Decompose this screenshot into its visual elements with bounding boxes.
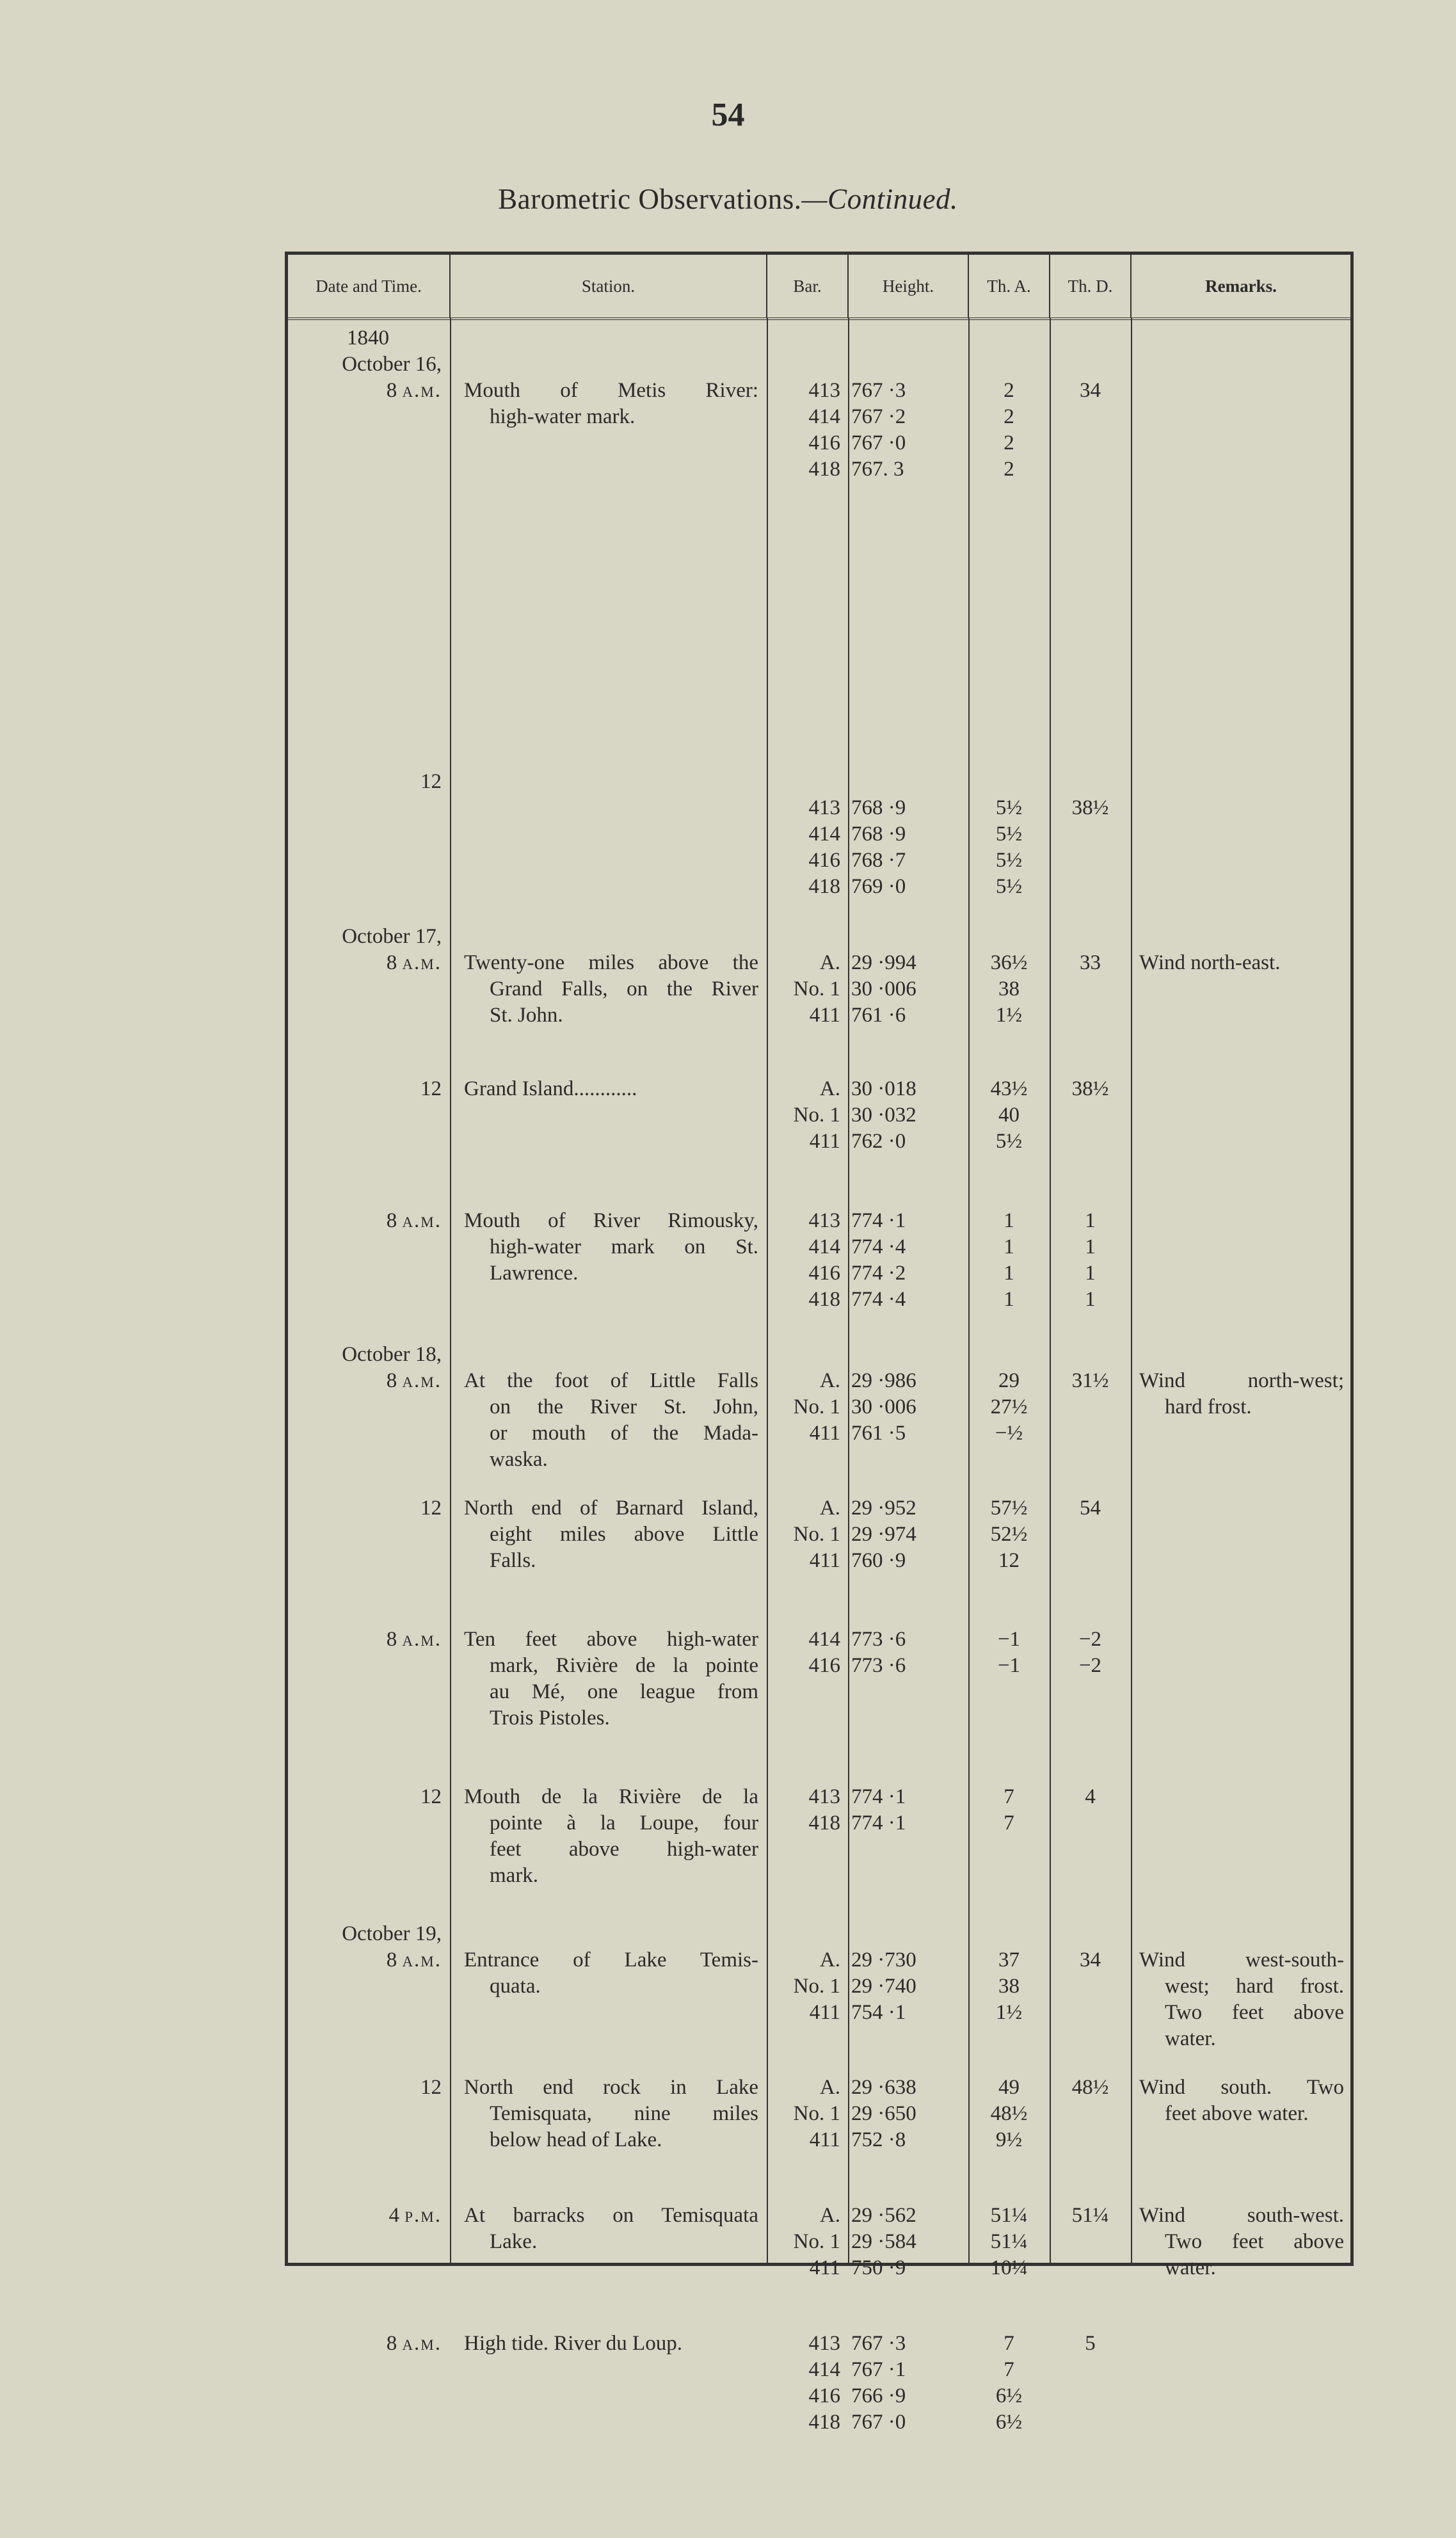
station-line: Twenty-one miles above the xyxy=(464,951,758,974)
bar-value: No. 1 xyxy=(793,2102,840,2125)
bar-value: 414 xyxy=(808,2358,840,2381)
bar-value: 418 xyxy=(808,458,840,481)
station-line: Lake. xyxy=(490,2230,538,2253)
station-line: au Mé, one league from xyxy=(490,1680,758,1703)
th-a-value: 12 xyxy=(998,1549,1020,1572)
date-line: 8 a.m. xyxy=(386,1209,442,1232)
height-value: 773 ·6 xyxy=(851,1654,906,1677)
th-a-value: 1½ xyxy=(995,2001,1023,2024)
bar-value: No. 1 xyxy=(793,2230,840,2253)
header-th-d: Th. D. xyxy=(1050,255,1131,319)
height-value: 767 ·0 xyxy=(851,2411,906,2434)
bar-value: 413 xyxy=(808,379,840,402)
th-d-value: 48½ xyxy=(1071,2076,1109,2099)
station-line: At barracks on Temisquata xyxy=(464,2204,758,2227)
height-value: 750 ·9 xyxy=(851,2256,906,2279)
date-line: 12 xyxy=(420,1077,442,1100)
remark-line: water. xyxy=(1165,2256,1216,2279)
date-line: 8 a.m. xyxy=(386,379,442,402)
height-value: 29 ·952 xyxy=(851,1497,916,1520)
th-a-value: 7 xyxy=(1004,2332,1014,2355)
height-value: 774 ·1 xyxy=(851,1785,906,1808)
bar-value: 411 xyxy=(809,1422,840,1445)
station-line: Mouth of Metis River: xyxy=(464,379,758,402)
bar-value: 416 xyxy=(808,849,840,872)
bar-value: A. xyxy=(819,951,840,974)
station-line: feet above high-water xyxy=(490,1838,758,1861)
bar-value: 411 xyxy=(809,2128,840,2151)
height-value: 767 ·2 xyxy=(851,405,906,428)
station-line: Grand Island............ xyxy=(464,1077,637,1100)
th-d-value: −2 xyxy=(1078,1628,1102,1651)
station-line: High tide. River du Loup. xyxy=(464,2332,682,2355)
th-a-value: 2 xyxy=(1004,405,1014,428)
bar-value: 413 xyxy=(808,2332,840,2355)
remark-line: Wind south. Two xyxy=(1139,2076,1344,2099)
date-line: October 16, xyxy=(342,353,442,376)
th-a-value: −½ xyxy=(995,1422,1023,1445)
station-line: waska. xyxy=(490,1448,548,1471)
date-line: 12 xyxy=(420,1785,442,1808)
th-a-value: 51¼ xyxy=(990,2230,1028,2253)
date-line: 12 xyxy=(420,2076,442,2099)
th-a-value: 7 xyxy=(1004,1811,1014,1835)
bar-value: 418 xyxy=(808,2411,840,2434)
th-a-value: −1 xyxy=(997,1654,1021,1677)
header-remarks: Remarks. xyxy=(1131,255,1350,319)
header-station: Station. xyxy=(450,255,767,319)
th-a-value: 57½ xyxy=(990,1497,1028,1520)
height-value: 774 ·2 xyxy=(851,1262,906,1285)
remark-line: water. xyxy=(1165,2027,1216,2050)
column-rule xyxy=(450,317,451,2263)
bar-value: 411 xyxy=(809,1130,840,1153)
th-a-value: 10¼ xyxy=(990,2256,1028,2279)
th-d-value: 1 xyxy=(1085,1262,1096,1285)
station-line: North end of Barnard Island, xyxy=(464,1497,758,1520)
date-line: 12 xyxy=(420,770,442,793)
date-line: October 18, xyxy=(342,1343,442,1366)
station-line: or mouth of the Mada- xyxy=(490,1422,758,1445)
height-value: 29 ·638 xyxy=(851,2076,916,2099)
bar-value: 416 xyxy=(808,1262,840,1285)
height-value: 30 ·018 xyxy=(851,1077,916,1100)
column-rule xyxy=(1131,317,1132,2263)
remark-line: Wind south-west. xyxy=(1139,2204,1344,2227)
height-value: 767 ·0 xyxy=(851,431,906,454)
th-a-value: 5½ xyxy=(995,1130,1023,1153)
th-d-value: 4 xyxy=(1085,1785,1096,1808)
th-d-value: 1 xyxy=(1085,1209,1096,1232)
bar-value: 414 xyxy=(808,405,840,428)
station-line: Mouth de la Rivière de la xyxy=(464,1785,758,1808)
th-a-value: −1 xyxy=(997,1628,1021,1651)
date-line: October 19, xyxy=(342,1922,442,1945)
th-d-value: 34 xyxy=(1080,379,1101,402)
header-bar: Bar. xyxy=(767,255,848,319)
height-value: 768 ·7 xyxy=(851,849,906,872)
height-value: 767 ·3 xyxy=(851,379,906,402)
bar-value: 418 xyxy=(808,1811,840,1835)
bar-value: No. 1 xyxy=(793,1523,840,1546)
height-value: 774 ·4 xyxy=(851,1288,906,1311)
th-a-value: 27½ xyxy=(990,1395,1028,1418)
bar-value: A. xyxy=(819,2204,840,2227)
station-line: Ten feet above high-water xyxy=(464,1628,758,1651)
bar-value: 413 xyxy=(808,796,840,819)
th-a-value: 6½ xyxy=(995,2384,1023,2407)
th-d-value: −2 xyxy=(1078,1654,1102,1677)
station-line: high-water mark. xyxy=(490,405,636,428)
th-a-value: 5½ xyxy=(995,796,1023,819)
bar-value: No. 1 xyxy=(793,1104,840,1127)
th-d-value: 51¼ xyxy=(1071,2204,1109,2227)
height-value: 29 ·650 xyxy=(851,2102,916,2125)
height-value: 30 ·006 xyxy=(851,1395,916,1418)
height-value: 29 ·730 xyxy=(851,1948,916,1972)
height-value: 767. 3 xyxy=(851,458,904,481)
bar-value: No. 1 xyxy=(793,977,840,1000)
bar-value: A. xyxy=(819,1369,840,1392)
station-line: mark, Rivière de la pointe xyxy=(490,1654,758,1677)
bar-value: 414 xyxy=(808,1628,840,1651)
bar-value: 413 xyxy=(808,1209,840,1232)
th-a-value: 52½ xyxy=(990,1523,1028,1546)
bar-value: No. 1 xyxy=(793,1395,840,1418)
th-a-value: 1 xyxy=(1004,1209,1014,1232)
th-d-value: 1 xyxy=(1085,1288,1096,1311)
bar-value: 416 xyxy=(808,431,840,454)
date-line: 4 p.m. xyxy=(388,2204,442,2227)
th-a-value: 38 xyxy=(998,977,1020,1000)
station-line: Mouth of River Rimousky, xyxy=(464,1209,758,1232)
th-a-value: 1 xyxy=(1004,1288,1014,1311)
height-value: 766 ·9 xyxy=(851,2384,906,2407)
th-a-value: 38 xyxy=(998,1975,1020,1998)
bar-value: 416 xyxy=(808,1654,840,1677)
remark-line: west; hard frost. xyxy=(1165,1975,1344,1998)
th-d-value: 1 xyxy=(1085,1235,1096,1258)
station-line: Falls. xyxy=(490,1549,536,1572)
header-date: Date and Time. xyxy=(288,255,450,319)
bar-value: 411 xyxy=(809,1004,840,1027)
height-value: 29 ·974 xyxy=(851,1523,916,1546)
column-rule xyxy=(848,317,849,2263)
remark-line: Wind north-east. xyxy=(1139,951,1281,974)
remark-line: Two feet above xyxy=(1165,2001,1344,2024)
height-value: 761 ·6 xyxy=(851,1004,906,1027)
bar-value: 413 xyxy=(808,1785,840,1808)
th-a-value: 6½ xyxy=(995,2411,1023,2434)
date-line: 8 a.m. xyxy=(386,2332,442,2355)
th-d-value: 33 xyxy=(1080,951,1101,974)
th-d-value: 38½ xyxy=(1071,796,1109,819)
th-a-value: 2 xyxy=(1004,458,1014,481)
station-line: At the foot of Little Falls xyxy=(464,1369,758,1392)
remark-line: Two feet above xyxy=(1165,2230,1344,2253)
station-line: quata. xyxy=(490,1975,541,1998)
th-a-value: 1½ xyxy=(995,1004,1023,1027)
th-a-value: 51¼ xyxy=(990,2204,1028,2227)
station-line: on the River St. John, xyxy=(490,1395,758,1418)
th-a-value: 5½ xyxy=(995,875,1023,898)
date-line: 8 a.m. xyxy=(386,951,442,974)
station-line: Grand Falls, on the River xyxy=(490,977,758,1000)
header-th-a: Th. A. xyxy=(968,255,1050,319)
height-value: 768 ·9 xyxy=(851,823,906,846)
page-title xyxy=(0,182,1456,216)
height-value: 30 ·006 xyxy=(851,977,916,1000)
th-a-value: 49 xyxy=(998,2076,1020,2099)
date-line: 12 xyxy=(420,1497,442,1520)
height-value: 762 ·0 xyxy=(851,1130,906,1153)
bar-value: 416 xyxy=(808,2384,840,2407)
height-value: 761 ·5 xyxy=(851,1422,906,1445)
th-a-value: 5½ xyxy=(995,823,1023,846)
remark-line: Wind west-south- xyxy=(1139,1948,1344,1972)
th-a-value: 29 xyxy=(998,1369,1020,1392)
th-d-value: 38½ xyxy=(1071,1077,1109,1100)
height-value: 29 ·562 xyxy=(851,2204,916,2227)
title-continued: —Continued. xyxy=(801,183,958,215)
th-a-value: 37 xyxy=(998,1948,1020,1972)
th-a-value: 36½ xyxy=(990,951,1028,974)
th-a-value: 5½ xyxy=(995,849,1023,872)
bar-value: A. xyxy=(819,1077,840,1100)
station-line: Temisquata, nine miles xyxy=(490,2102,758,2125)
th-a-value: 2 xyxy=(1004,431,1014,454)
height-value: 767 ·1 xyxy=(851,2358,906,2381)
height-value: 752 ·8 xyxy=(851,2128,906,2151)
date-line: 8 a.m. xyxy=(386,1628,442,1651)
th-a-value: 48½ xyxy=(990,2102,1028,2125)
height-value: 29 ·584 xyxy=(851,2230,916,2253)
column-rule xyxy=(767,317,768,2263)
observations-table xyxy=(285,252,1354,2434)
height-value: 774 ·4 xyxy=(851,1235,906,1258)
station-line: high-water mark on St. xyxy=(490,1235,758,1258)
th-d-value: 54 xyxy=(1080,1497,1101,1520)
bar-value: 418 xyxy=(808,875,840,898)
bar-value: 414 xyxy=(808,1235,840,1258)
height-value: 754 ·1 xyxy=(851,2001,906,2024)
station-line: Trois Pistoles. xyxy=(490,1707,610,1730)
th-a-value: 7 xyxy=(1004,2358,1014,2381)
bar-value: A. xyxy=(819,2076,840,2099)
th-a-value: 9½ xyxy=(995,2128,1023,2151)
height-value: 760 ·9 xyxy=(851,1549,906,1572)
bar-value: A. xyxy=(819,1497,840,1520)
date-line: 8 a.m. xyxy=(386,1948,442,1972)
bar-value: 418 xyxy=(808,1288,840,1311)
remark-line: hard frost. xyxy=(1165,1395,1252,1418)
date-line: 8 a.m. xyxy=(386,1369,442,1392)
th-a-value: 43½ xyxy=(990,1077,1028,1100)
height-value: 767 ·3 xyxy=(851,2332,906,2355)
height-value: 29 ·740 xyxy=(851,1975,916,1998)
station-line: Entrance of Lake Temis- xyxy=(464,1948,758,1972)
bar-value: 411 xyxy=(809,2001,840,2024)
station-line: below head of Lake. xyxy=(490,2128,662,2151)
height-value: 769 ·0 xyxy=(851,875,906,898)
height-value: 774 ·1 xyxy=(851,1811,906,1835)
station-line: pointe à la Loupe, four xyxy=(490,1811,758,1835)
height-value: 30 ·032 xyxy=(851,1104,916,1127)
remark-line: feet above water. xyxy=(1165,2102,1309,2125)
station-line: eight miles above Little xyxy=(490,1523,758,1546)
title-main: Barometric Observations. xyxy=(498,183,802,215)
station-line: Lawrence. xyxy=(490,1262,579,1285)
height-value: 29 ·994 xyxy=(851,951,916,974)
bar-value: No. 1 xyxy=(793,1975,840,1998)
th-a-value: 40 xyxy=(998,1104,1020,1127)
page-number: 54 xyxy=(711,97,745,133)
station-line: North end rock in Lake xyxy=(464,2076,758,2099)
th-d-value: 34 xyxy=(1080,1948,1101,1972)
remark-line: Wind north-west; xyxy=(1139,1369,1344,1392)
th-a-value: 1 xyxy=(1004,1235,1014,1258)
th-a-value: 2 xyxy=(1004,379,1014,402)
th-a-value: 7 xyxy=(1004,1785,1014,1808)
height-value: 768 ·9 xyxy=(851,796,906,819)
date-line: 1840 xyxy=(347,326,389,349)
date-line: October 17, xyxy=(342,925,442,948)
table-header-row xyxy=(288,255,1350,320)
header-height: Height. xyxy=(848,255,968,319)
bar-value: 411 xyxy=(809,1549,840,1572)
bar-value: 411 xyxy=(809,2256,840,2279)
height-value: 774 ·1 xyxy=(851,1209,906,1232)
th-d-value: 5 xyxy=(1085,2332,1096,2355)
th-d-value: 31½ xyxy=(1071,1369,1109,1392)
station-line: St. John. xyxy=(490,1004,563,1027)
station-line: mark. xyxy=(490,1864,539,1887)
th-a-value: 1 xyxy=(1004,1262,1014,1285)
bar-value: 414 xyxy=(808,823,840,846)
bar-value: A. xyxy=(819,1948,840,1972)
height-value: 29 ·986 xyxy=(851,1369,916,1392)
height-value: 773 ·6 xyxy=(851,1628,906,1651)
